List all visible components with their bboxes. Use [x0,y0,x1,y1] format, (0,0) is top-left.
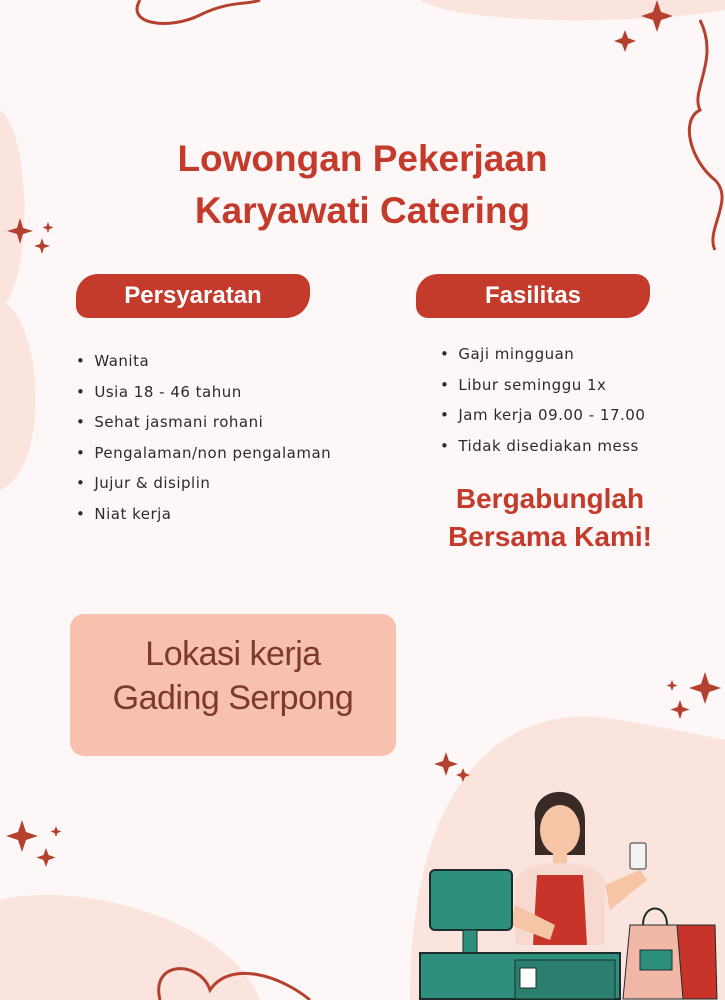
requirements-heading: Persyaratan [76,274,310,318]
list-item: • Gaji mingguan [440,345,645,376]
list-item: • Usia 18 - 46 tahun [76,383,331,414]
list-item: • Jam kerja 09.00 - 17.00 [440,406,645,437]
title-line-1: Lowongan Pekerjaan [177,138,548,179]
list-item: • Sehat jasmani rohani [76,413,331,444]
location-line-2: Gading Serpong [112,679,354,717]
cta-line-1: Bergabunglah [455,483,645,514]
list-item: • Tidak disediakan mess [440,437,645,468]
list-item: • Jujur & disiplin [76,474,331,505]
location-box [70,614,396,756]
requirements-list [76,352,331,536]
list-item: • Pengalaman/non pengalaman [76,444,331,475]
list-item: • Libur seminggu 1x [440,376,645,407]
call-to-action [415,480,685,556]
facilities-list [440,345,645,467]
cta-line-2: Bersama Kami! [448,521,652,552]
list-item: • Wanita [76,352,331,383]
location-line-1: Lokasi kerja [145,635,321,673]
facilities-heading: Fasilitas [416,274,650,318]
title-line-2: Karyawati Catering [194,190,531,231]
page-title [0,133,725,237]
list-item: • Niat kerja [76,505,331,536]
cashier-illustration [415,775,725,1000]
